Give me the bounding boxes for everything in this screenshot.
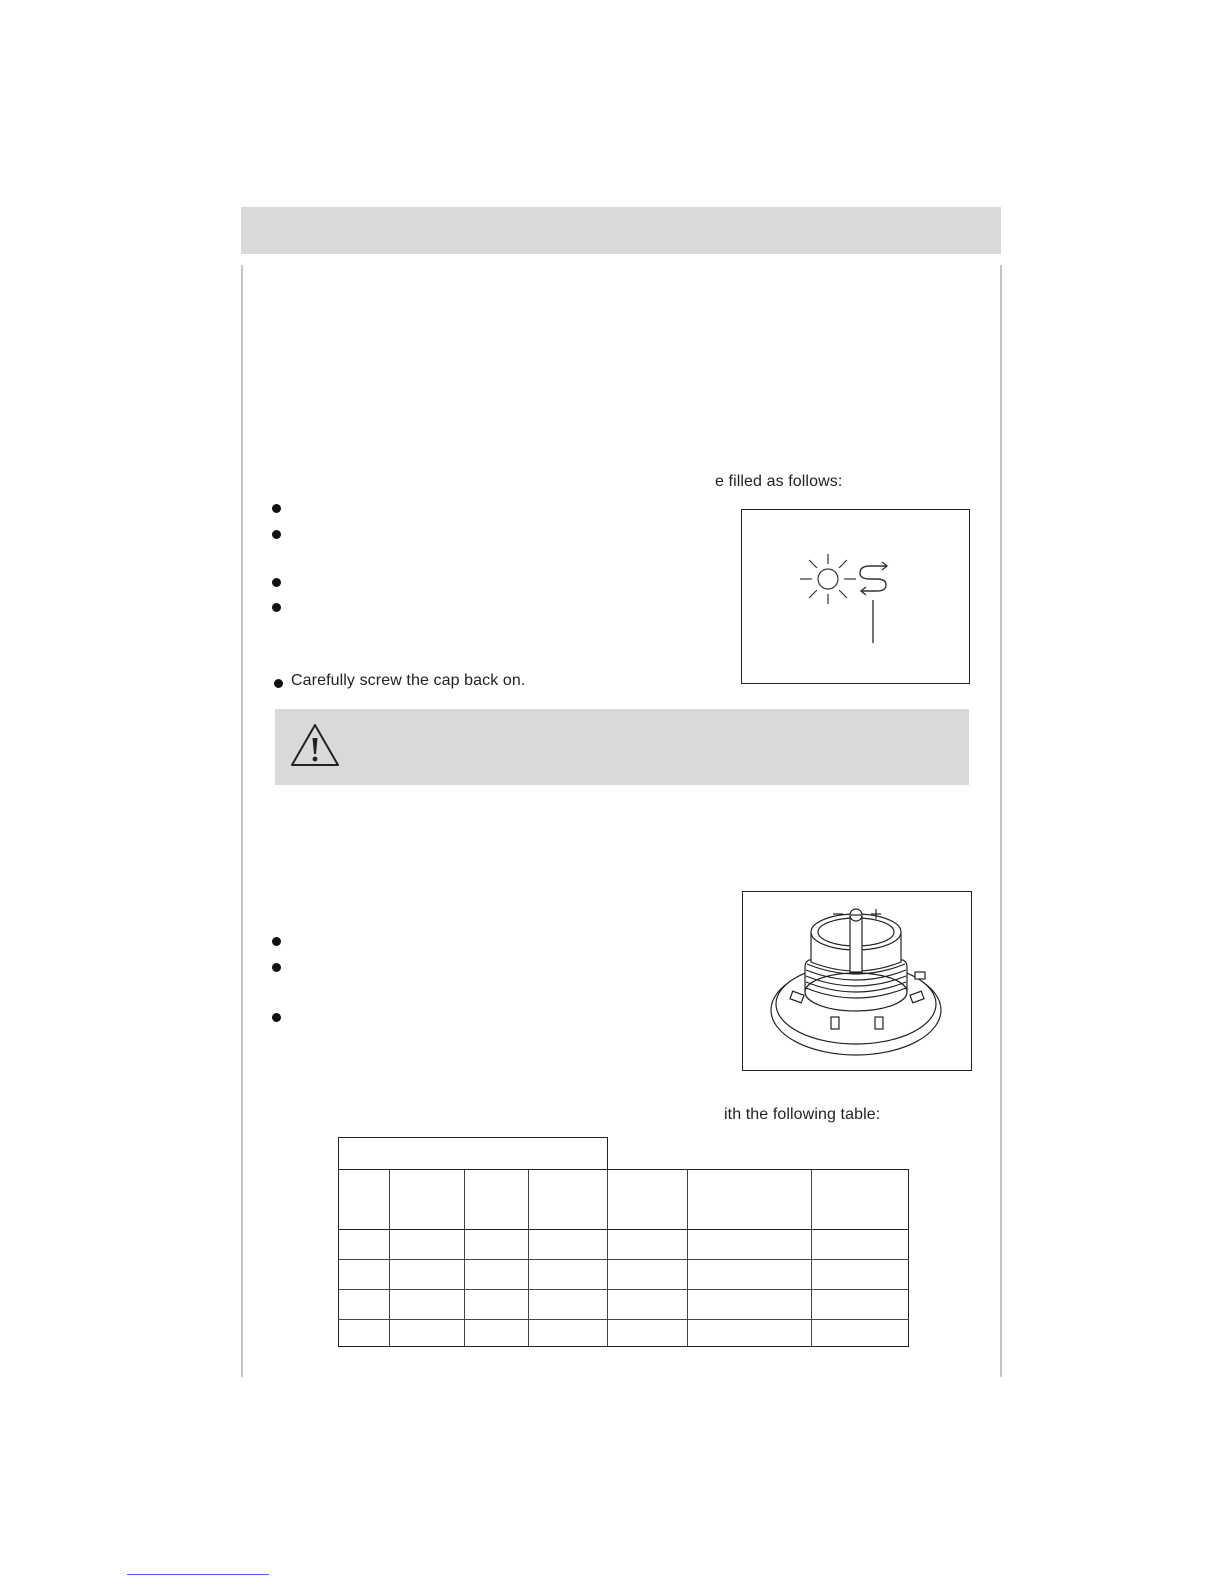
table-cell [465, 1260, 529, 1290]
table-header-cell [390, 1170, 465, 1230]
table-cell [812, 1230, 909, 1260]
table-cell [465, 1290, 529, 1320]
table-cell [465, 1230, 529, 1260]
table-cell [529, 1230, 608, 1260]
sun-indicator-icon [800, 554, 856, 604]
table-cell [688, 1260, 812, 1290]
table-cell [608, 1230, 688, 1260]
table-cell [390, 1230, 465, 1260]
table-header-cell [529, 1170, 608, 1230]
table-row [339, 1290, 909, 1320]
table-cell [465, 1320, 529, 1347]
table-cell [339, 1260, 390, 1290]
table-cell [688, 1290, 812, 1320]
table-row [339, 1320, 909, 1347]
step-bullet [274, 679, 283, 688]
table-cell [390, 1320, 465, 1347]
water-softener-dial-icon [743, 892, 971, 1070]
table-intro-text: ith the following table: [724, 1106, 881, 1123]
table-cell [812, 1260, 909, 1290]
table-cell [608, 1260, 688, 1290]
step-bullet [272, 937, 281, 946]
step-bullet [272, 504, 281, 513]
table-cell [339, 1290, 390, 1320]
right-margin-rule [1000, 265, 1002, 1377]
table-cell [812, 1320, 909, 1347]
fill-instruction-text: e filled as follows: [715, 473, 843, 490]
table-header-cell [688, 1170, 812, 1230]
hardness-table [338, 1137, 909, 1347]
step-bullet [272, 1013, 281, 1022]
table-cell [812, 1290, 909, 1320]
table-cell [529, 1290, 608, 1320]
table-cell [688, 1320, 812, 1347]
cap-step-text: Carefully screw the cap back on. [291, 672, 526, 689]
step-bullet [272, 963, 281, 972]
table-cell [529, 1320, 608, 1347]
warning-triangle-icon [289, 721, 341, 769]
table-merged-header [339, 1138, 608, 1170]
table-cell [688, 1230, 812, 1260]
warning-box [275, 709, 969, 785]
rinse-aid-indicator-figure [741, 509, 970, 684]
step-bullet [272, 603, 281, 612]
water-softener-figure [742, 891, 972, 1071]
table-cell [390, 1290, 465, 1320]
step-bullet [272, 578, 281, 587]
table-row [339, 1260, 909, 1290]
table-cell [339, 1320, 390, 1347]
section-header-bar [241, 207, 1001, 254]
table-header-cell [465, 1170, 529, 1230]
table-header-cell [339, 1170, 390, 1230]
table-cell [339, 1230, 390, 1260]
table-row [339, 1230, 909, 1260]
rinse-aid-arrow-icon [860, 562, 887, 643]
table-cell [608, 1320, 688, 1347]
table-header-cell [812, 1170, 909, 1230]
left-margin-rule [241, 265, 243, 1377]
table-header-cell [608, 1170, 688, 1230]
table-cell [529, 1260, 608, 1290]
footer-link-underline[interactable] [127, 1574, 269, 1575]
step-bullet [272, 530, 281, 539]
table-cell [390, 1260, 465, 1290]
table-cell [608, 1290, 688, 1320]
